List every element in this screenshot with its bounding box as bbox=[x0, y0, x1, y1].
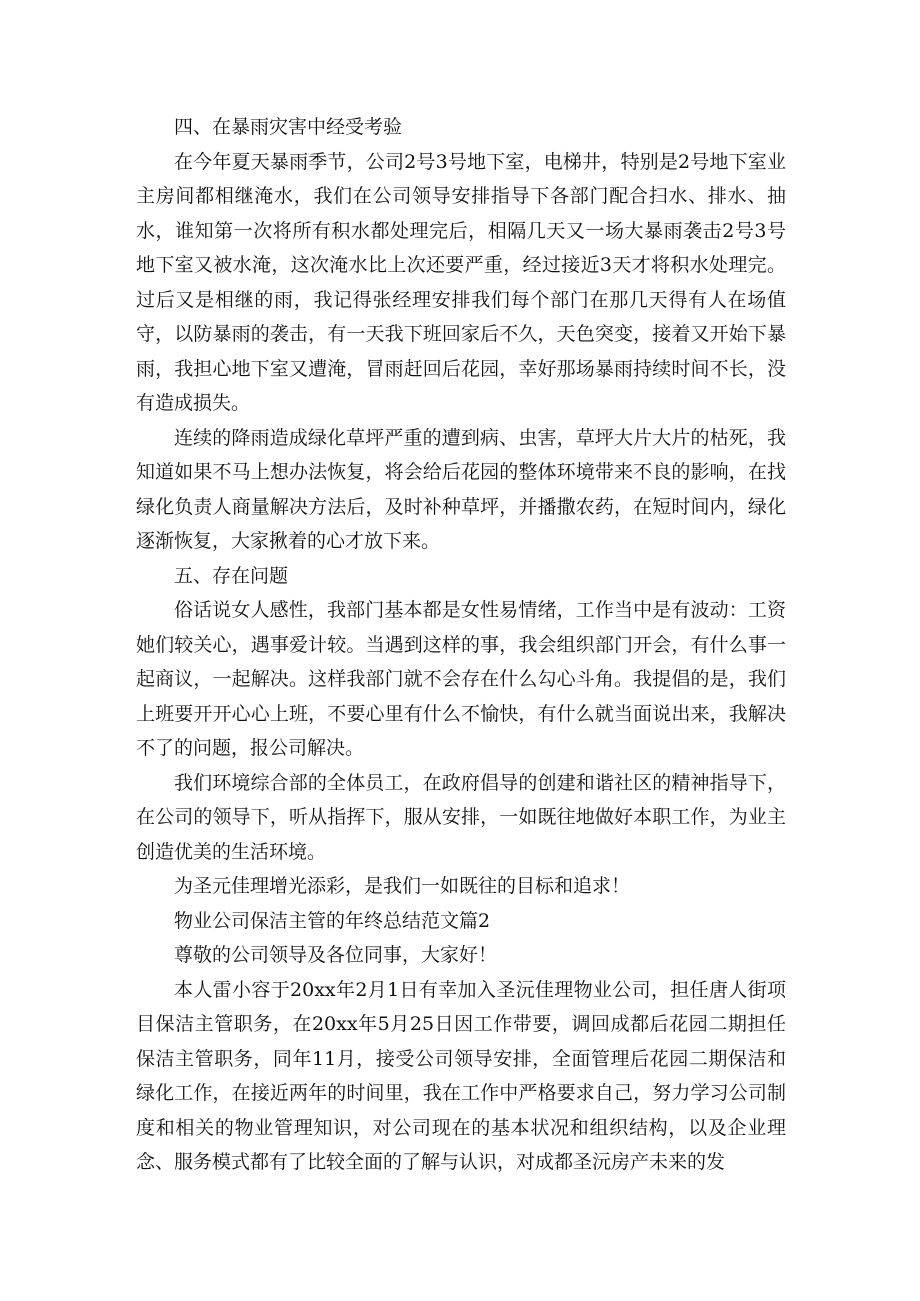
document-page bbox=[136, 110, 786, 1180]
body-paragraph: 连续的降雨造成绿化草坪严重的遭到病、虫害，草坪大片大片的枯死，我知道如果不马上想办法恢复，将会给后花园的整体环境带来不良的影响，在找绿化负责人商量解决方法后，及时补种草坪，并播撒农药，在短时间内，绿化逐渐恢复，大家揪着的心才放下来。 bbox=[136, 426, 786, 552]
greeting: 尊敬的公司领导及各位同事，大家好！ bbox=[174, 944, 498, 966]
body-paragraph: 本人雷小容于20xx年2月1日有幸加入圣沅佳理物业公司，担任唐人街项目保洁主管职务，在20xx年5月25日因工作带要，调回成都后花园二期担任保洁主管职务，同年11月，接受公司领导安排，全面管理后花园二期保洁和绿化工作，在接近两年的时间里，我在工作中严格要求自己，努力学习公司制度和相关的物业管理知识，对公司现在的基本状况和组织结构，以及企业理念、服务模式都有了比较全面的了解与认识，对成都圣沅房产未来的发 bbox=[136, 978, 786, 1173]
section-heading-4: 四、在暴雨灾害中经受考验 bbox=[174, 116, 403, 138]
body-paragraph: 为圣元佳理增光添彩，是我们一如既往的目标和追求！ bbox=[174, 875, 631, 897]
article-title: 物业公司保洁主管的年终总结范文篇2 bbox=[174, 909, 491, 932]
body-paragraph: 我们环境综合部的全体员工，在政府倡导的创建和谐社区的精神指导下，在公司的领导下，听从指挥下，服从安排，一如既往地做好本职工作，为业主创造优美的生活环境。 bbox=[136, 771, 786, 863]
body-paragraph: 在今年夏天暴雨季节，公司2号3号地下室，电梯井，特别是2号地下室业主房间都相继淹水，我们在公司领导安排指导下各部门配合扫水、排水、抽水，谁知第一次将所有积水都处理完后，相隔几天又一场大暴雨袭击2号3号地下室又被水淹，这次淹水比上次还要严重，经过接近3天才将积水处理完。过后又是相继的雨，我记得张经理安排我们每个部门在那几天得有人在场值守，以防暴雨的袭击，有一天我下班回家后不久，天色突变，接着又开始下暴雨，我担心地下室又遭淹，冒雨赶回后花园，幸好那场暴雨持续时间不长，没有造成损失。 bbox=[136, 150, 786, 414]
body-paragraph: 俗话说女人感性，我部门基本都是女性易情绪，工作当中是有波动：工资她们较关心，遇事爱计较。当遇到这样的事，我会组织部门开会，有什么事一起商议，一起解决。这样我部门就不会存在什么勾心斗角。我提倡的是，我们上班要开开心心上班，不要心里有什么不愉快，有什么就当面说出来，我解决不了的问题，报公司解决。 bbox=[136, 599, 786, 759]
section-heading-5: 五、存在问题 bbox=[174, 564, 289, 587]
